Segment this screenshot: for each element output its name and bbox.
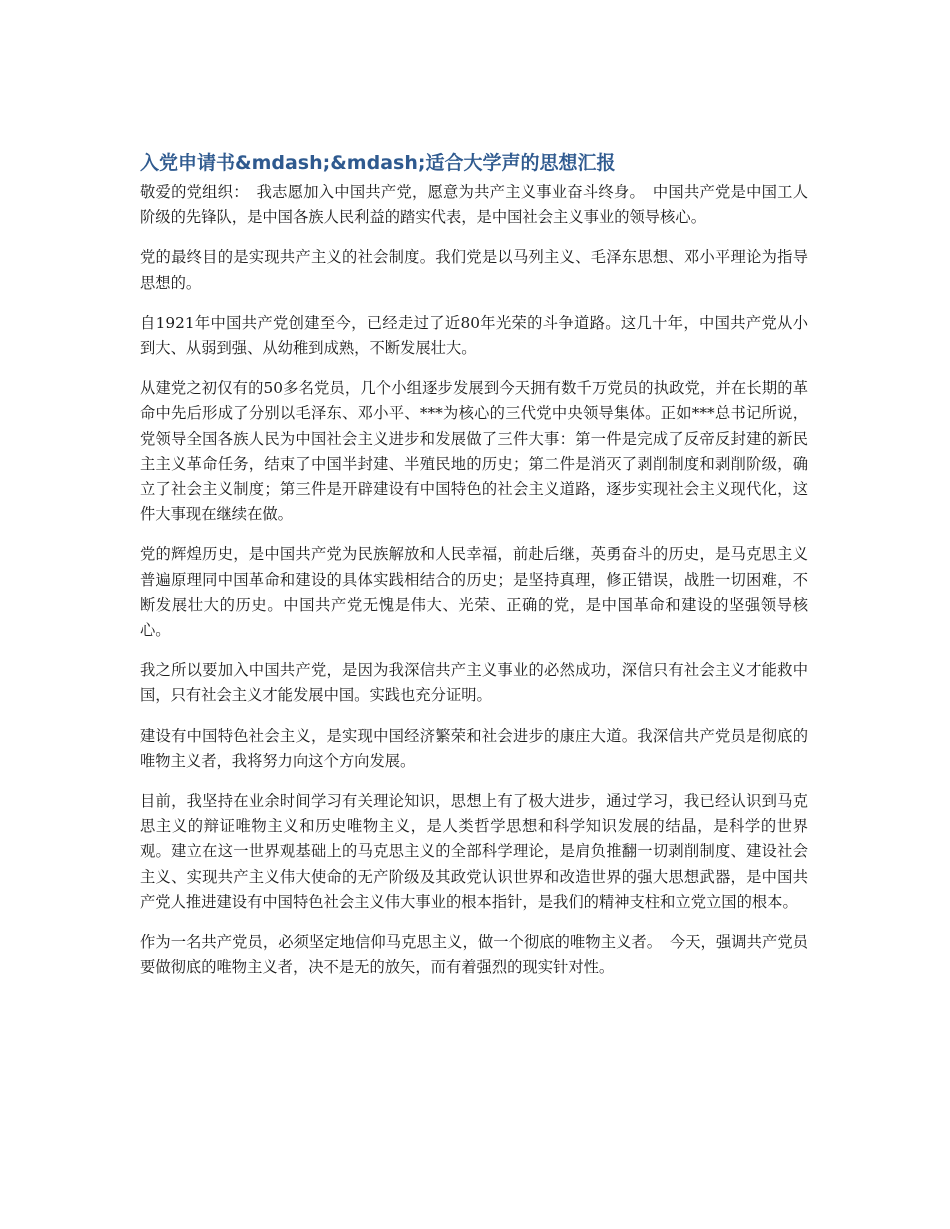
paragraph-8: 目前，我坚持在业余时间学习有关理论知识，思想上有了极大进步，通过学习，我已经认识到马克思主义的辩证唯物主义和历史唯物主义，是人类哲学思想和科学知识发展的结晶，是科学的世界观。建立在这一世界观基础上的马克思主义的全部科学理论，是肩负推翻一切剥削制度、建设社会主义、实现共产主义伟大使命的无产阶级及其政党认识世界和改造世界的强大思想武器，是中国共产党人推进建设有中国特色社会主义伟大事业的根本指针，是我们的精神支柱和立党立国的根本。 — [140, 792, 808, 911]
paragraph-4: 从建党之初仅有的50多名党员，几个小组逐步发展到今天拥有数千万党员的执政党，并在长期的革命中先后形成了分别以毛泽东、邓小平、***为核心的三代党中央领导集体。正如***总书记所说，党领导全国各族人民为中国社会主义进步和发展做了三件大事：第一件是完成了反帝反封建的新民主主义革命任务，结束了中国半封建、半殖民地的历史；第二件是消灭了剥削制度和剥削阶级，确立了社会主义制度；第三件是开辟建设有中国特色的社会主义道路，逐步实现社会主义现代化，这件大事现在继续在做。 — [140, 379, 808, 524]
document-page — [140, 148, 808, 995]
paragraph-2: 党的最终目的是实现共产主义的社会制度。我们党是以马列主义、毛泽东思想、邓小平理论为指导思想的。 — [140, 248, 808, 292]
paragraph-5: 党的辉煌历史，是中国共产党为民族解放和人民幸福，前赴后继，英勇奋斗的历史，是马克思主义普遍原理同中国革命和建设的具体实践相结合的历史；是坚持真理，修正错误，战胜一切困难，不断发展壮大的历史。中国共产党无愧是伟大、光荣、正确的党，是中国革命和建设的坚强领导核心。 — [140, 545, 808, 640]
paragraph-1: 敬爱的党组织： 我志愿加入中国共产党，愿意为共产主义事业奋斗终身。 中国共产党是中国工人阶级的先锋队，是中国各族人民利益的踏实代表，是中国社会主义事业的领导核心。 — [140, 183, 808, 227]
paragraph-6: 我之所以要加入中国共产党，是因为我深信共产主义事业的必然成功，深信只有社会主义才能救中国，只有社会主义才能发展中国。实践也充分证明。 — [140, 661, 808, 705]
paragraph-9: 作为一名共产党员，必须坚定地信仰马克思主义，做一个彻底的唯物主义者。 今天，强调共产党员要做彻底的唯物主义者，决不是无的放矢，而有着强烈的现实针对性。 — [140, 933, 808, 977]
paragraph-3: 自1921年中国共产党创建至今，已经走过了近80年光荣的斗争道路。这几十年，中国共产党从小到大、从弱到强、从幼稚到成熟，不断发展壮大。 — [140, 313, 808, 358]
paragraph-7: 建设有中国特色社会主义，是实现中国经济繁荣和社会进步的康庄大道。我深信共产党员是彻底的唯物主义者，我将努力向这个方向发展。 — [140, 726, 808, 770]
document-title: 入党申请书&mdash;&mdash;适合大学声的思想汇报 — [140, 152, 616, 174]
